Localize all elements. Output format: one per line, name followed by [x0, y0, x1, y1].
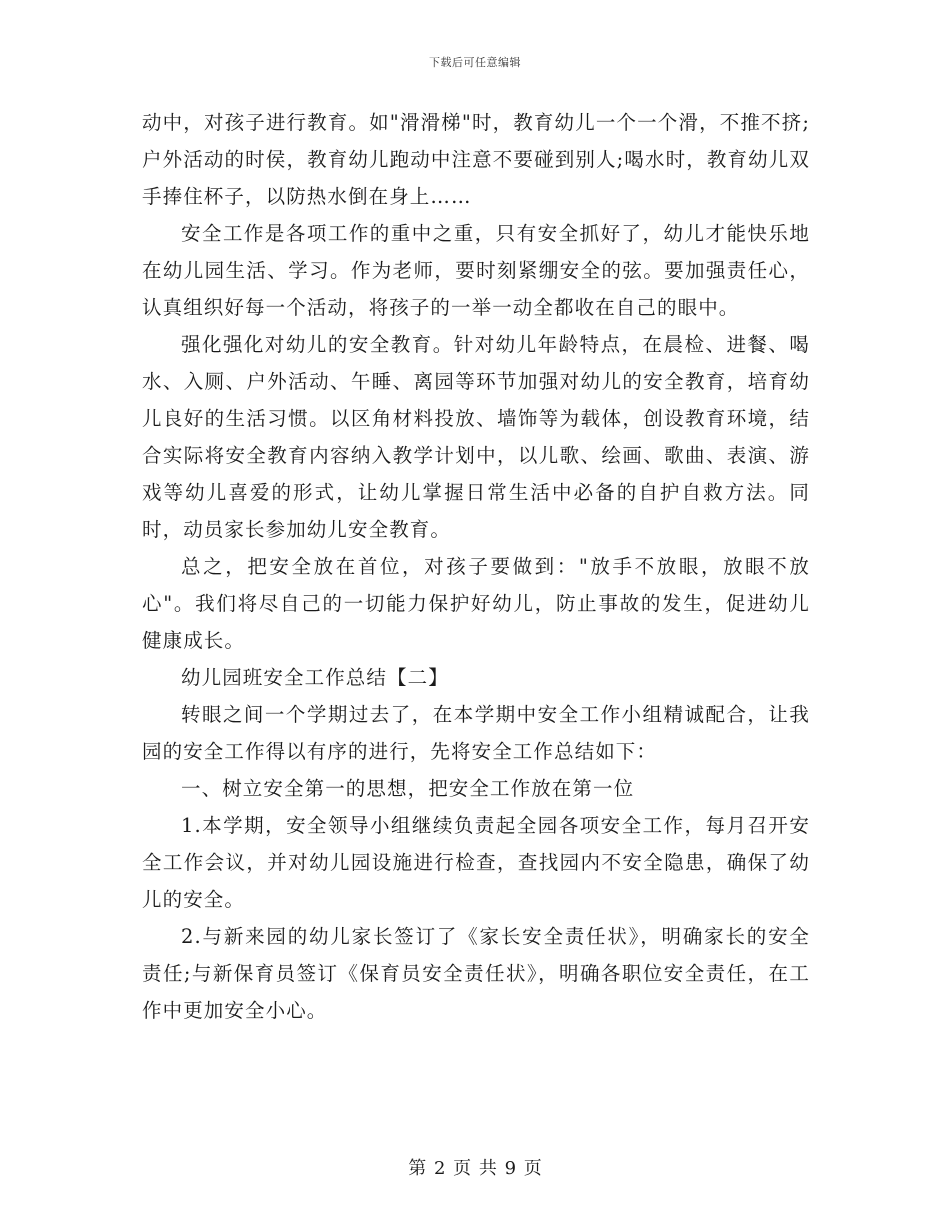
page-header: 下载后可任意编辑: [429, 56, 521, 69]
list-item: 1.本学期，安全领导小组继续负责起全园各项安全工作，每月召开安全工作会议，并对幼儿园设施进行检查，查找园内不安全隐患，确保了幼儿的安全。: [142, 814, 810, 911]
paragraph: 总之，把安全放在首位，对孩子要做到："放手不放眼，放眼不放心"。我们将尽自己的一切能力保护好幼儿，防止事故的发生，促进幼儿健康成长。: [142, 555, 810, 652]
page-number: 第 2 页 共 9 页: [408, 1158, 542, 1179]
list-item: 2.与新来园的幼儿家长签订了《家长安全责任状》，明确家长的安全责任;与新保育员签订《保育员安全责任状》，明确各职位安全责任，在工作中更加安全小心。: [142, 925, 810, 1022]
paragraph: 转眼之间一个学期过去了，在本学期中安全工作小组精诚配合，让我园的安全工作得以有序的进行，先将安全工作总结如下：: [142, 703, 810, 763]
section-heading: 幼儿园班安全工作总结【二】: [181, 666, 449, 689]
paragraph: 强化强化对幼儿的安全教育。针对幼儿年龄特点，在晨检、进餐、喝水、入厕、户外活动、午睡、离园等环节加强对幼儿的安全教育，培育幼儿良好的生活习惯。以区角材料投放、墙饰等为载体，创设教育环境，结合实际将安全教育内容纳入教学计划中，以儿歌、绘画、歌曲、表演、游戏等幼儿喜爱的形式，让幼儿掌握日常生活中必备的自护自救方法。同时，动员家长参加幼儿安全教育。: [142, 333, 810, 541]
document-body: [142, 104, 810, 1029]
subsection-heading: 一、树立安全第一的思想，把安全工作放在第一位: [181, 777, 635, 800]
paragraph-continued: 动中，对孩子进行教育。如"滑滑梯"时，教育幼儿一个一个滑，不推不挤;户外活动的时侯，教育幼儿跑动中注意不要碰到别人;喝水时，教育幼儿双手捧住杯子，以防热水倒在身上……: [142, 111, 810, 208]
paragraph: 安全工作是各项工作的重中之重，只有安全抓好了，幼儿才能快乐地在幼儿园生活、学习。作为老师，要时刻紧绷安全的弦。要加强责任心，认真组织好每一个活动，将孩子的一举一动全都收在自己的眼中。: [142, 222, 810, 319]
